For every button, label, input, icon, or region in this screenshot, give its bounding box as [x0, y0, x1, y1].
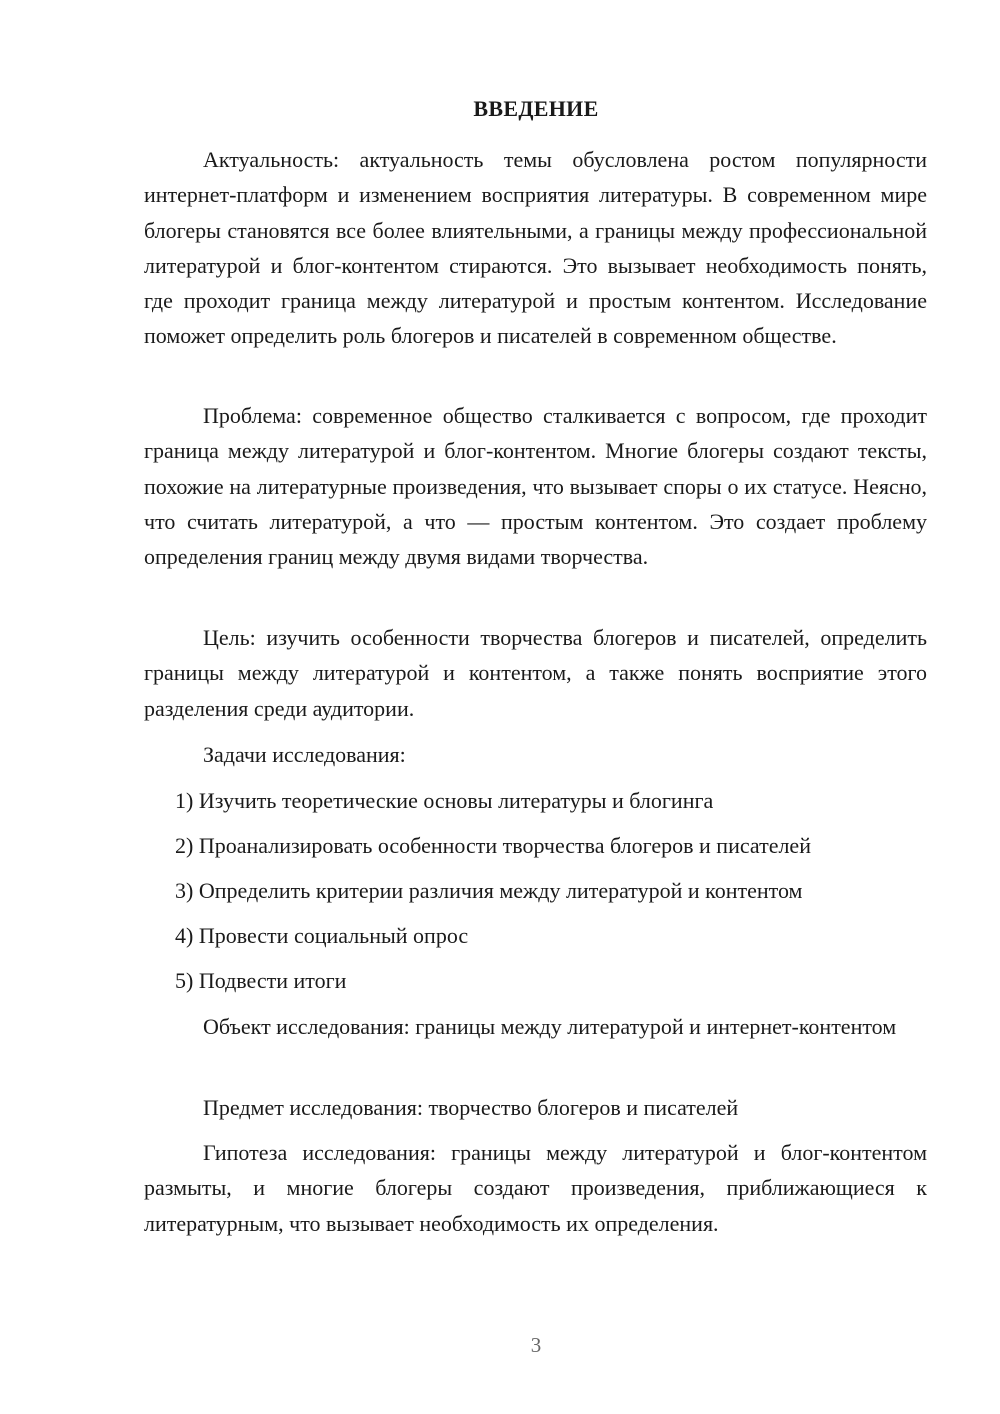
tasks-heading: Задачи исследования:: [203, 742, 406, 767]
task-item-3: 3) Определить критерии различия между литературой и контентом: [175, 878, 803, 903]
paragraph-relevance: Актуальность: актуальность темы обусловлена ростом популярности интернет-платформ и изменением восприятия литературы. В современном мире блогеры становятся все более влиятельными, а границы между профессиональной литературой и блог-контентом стираются. Это вызывает необходимость понять, где проходит граница между литературой и простым контентом. Исследование поможет определить роль блогеров и писателей в современном обществе.: [144, 147, 927, 349]
paragraph-goal: Цель: изучить особенности творчества блогеров и писателей, определить границы между литературой и контентом, а также понять восприятие этого разделения среди аудитории.: [144, 625, 927, 721]
paragraph-problem: Проблема: современное общество сталкивается с вопросом, где проходит граница между литературой и блог-контентом. Многие блогеры создают тексты, похожие на литературные произведения, что вызывает споры о их статусе. Неясно, что считать литературой, а что — простым контентом. Это создает проблему определения границ между двумя видами творчества.: [144, 403, 927, 570]
paragraph-subject: Предмет исследования: творчество блогеров и писателей: [203, 1095, 739, 1120]
page-title: ВВЕДЕНИЕ: [473, 96, 599, 121]
paragraph-object: Объект исследования: границы между литературой и интернет-контентом: [203, 1014, 897, 1039]
paragraph-hypothesis: Гипотеза исследования: границы между литературой и блог-контентом размыты, и многие блогеры создают произведения, приближающиеся к литературным, что вызывает необходимость их определения.: [144, 1140, 927, 1236]
task-item-1: 1) Изучить теоретические основы литературы и блогинга: [175, 788, 714, 813]
page-number: 3: [530, 1333, 542, 1357]
task-item-5: 5) Подвести итоги: [175, 968, 347, 993]
task-item-4: 4) Провести социальный опрос: [175, 923, 469, 948]
task-item-2: 2) Проанализировать особенности творчества блогеров и писателей: [175, 833, 811, 858]
